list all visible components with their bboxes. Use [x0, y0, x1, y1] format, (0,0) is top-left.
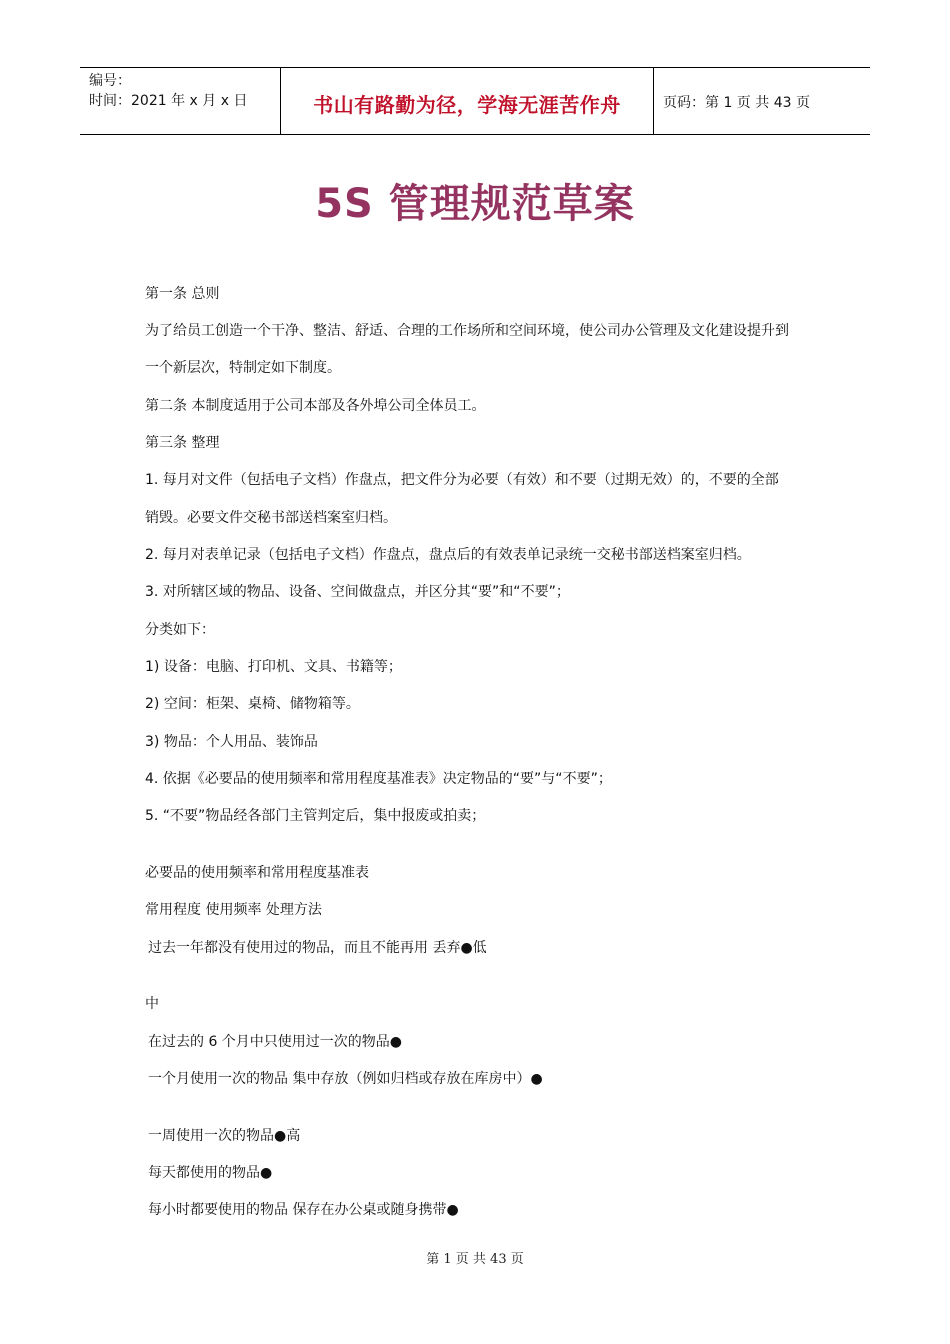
article-2-text: 第二条 本制度适用于公司本部及各外埠公司全体员工。 — [145, 398, 486, 414]
document-title: 5S 管理规范草案 — [315, 181, 635, 227]
paragraph-line: 一个新层次，特制定如下制度。 — [145, 360, 341, 376]
header-meta-cell — [80, 68, 281, 134]
classification-label: 分类如下： — [145, 622, 215, 638]
sub-list-item: 3) 物品：个人用品、装饰品 — [145, 734, 318, 750]
table-row: 在过去的 6 个月中只使用过一次的物品● — [148, 1034, 403, 1050]
page-info: 页码：第 1 页 共 43 页 — [663, 95, 810, 111]
article-3-heading: 第三条 整理 — [145, 435, 220, 451]
table-row: 一周使用一次的物品●高 — [148, 1128, 301, 1144]
table-header-row: 常用程度 使用频率 处理方法 — [145, 902, 322, 918]
list-item: 1. 每月对文件（包括电子文档）作盘点，把文件分为必要（有效）和不要（过期无效）的，不要的全部 — [145, 472, 779, 488]
table-row: 每天都使用的物品● — [148, 1165, 273, 1181]
list-item: 4. 依据《必要品的使用频率和常用程度基准表》决定物品的“要”与“不要”； — [145, 771, 612, 787]
table-row: 每小时都要使用的物品 保存在办公桌或随身携带● — [148, 1202, 459, 1218]
list-item: 5. “不要”物品经各部门主管判定后，集中报废或拍卖； — [145, 808, 486, 824]
list-item: 3. 对所辖区域的物品、设备、空间做盘点，并区分其“要”和“不要”； — [145, 584, 570, 600]
table-row: 中 — [145, 996, 159, 1012]
list-item: 2. 每月对表单记录（包括电子文档）作盘点，盘点后的有效表单记录统一交秘书部送档案室归档。 — [145, 547, 751, 563]
list-item-continued: 销毁。必要文件交秘书部送档案室归档。 — [145, 510, 397, 526]
article-1-heading: 第一条 总则 — [145, 286, 220, 302]
page-footer: 第 1 页 共 43 页 — [426, 1252, 524, 1267]
table-caption: 必要品的使用频率和常用程度基准表 — [145, 865, 369, 881]
document-number-label: 编号： — [89, 73, 131, 89]
header-motto-cell — [281, 68, 654, 134]
table-row: 一个月使用一次的物品 集中存放（例如归档或存放在库房中）● — [148, 1071, 543, 1087]
paragraph-line: 为了给员工创造一个干净、整洁、舒适、合理的工作场所和空间环境，使公司办公管理及文化建设提升到 — [145, 323, 789, 339]
motto-text: 书山有路勤为径，学海无涯苦作舟 — [313, 92, 621, 117]
document-header — [80, 67, 870, 135]
table-row: 过去一年都没有使用过的物品，而且不能再用 丢弃●低 — [148, 940, 487, 956]
header-page-cell — [654, 68, 870, 134]
document-date-label: 时间：2021 年 x 月 x 日 — [89, 93, 248, 109]
sub-list-item: 2) 空间：柜架、桌椅、储物箱等。 — [145, 696, 360, 712]
sub-list-item: 1) 设备：电脑、打印机、文具、书籍等； — [145, 659, 402, 675]
